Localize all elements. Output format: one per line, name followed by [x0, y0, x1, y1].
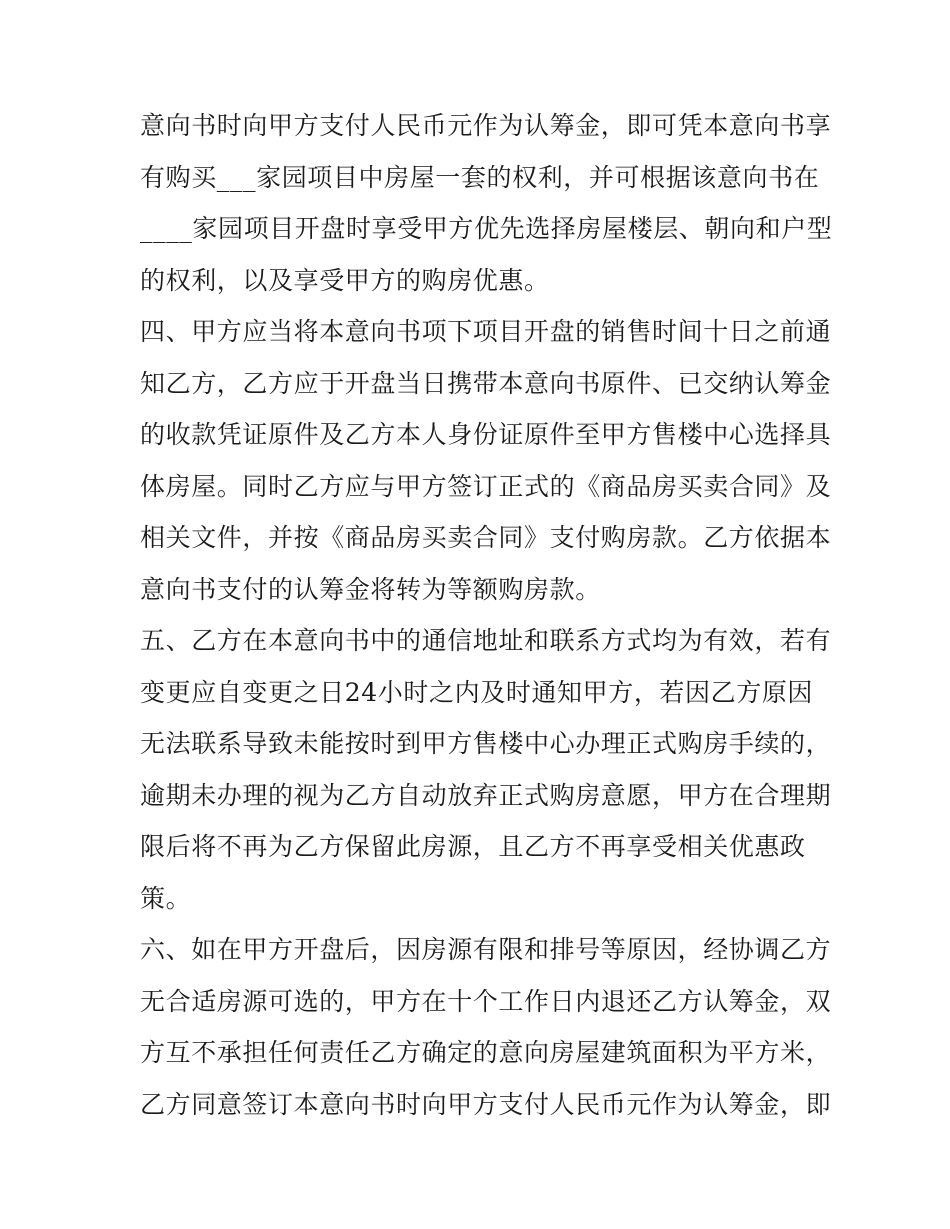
text-line: 策。	[140, 883, 192, 913]
text-line: 体房屋。同时乙方应与甲方签订正式的《商品房买卖合同》及	[140, 471, 832, 501]
text-line: 的收款凭证原件及乙方本人身份证原件至甲方售楼中心选择具	[140, 420, 832, 449]
text-line: 限后将不再为乙方保留此房源，且乙方不再享受相关优惠政	[140, 832, 806, 861]
text-line: 逾期未办理的视为乙方自动放弃正式购房意愿，甲方在合理期	[140, 780, 832, 810]
text-line: ____家园项目开盘时享受甲方优先选择房屋楼层、朝向和户型	[140, 214, 833, 243]
text-line: 方互不承担任何责任乙方确定的意向房屋建筑面积为平方米，	[140, 1038, 832, 1067]
clause-5-line: 五、乙方在本意向书中的通信地址和联系方式均为有效，若有	[140, 626, 832, 655]
clause-4-line: 四、甲方应当将本意向书项下项目开盘的销售时间十日之前通	[140, 317, 832, 346]
text-line: 无法联系导致未能按时到甲方售楼中心办理正式购房手续的，	[140, 729, 832, 758]
text-line: 无合适房源可选的，甲方在十个工作日内退还乙方认筹金，双	[140, 986, 832, 1016]
text-line: 知乙方，乙方应于开盘当日携带本意向书原件、已交纳认筹金	[140, 368, 832, 398]
text-line: 意向书支付的认筹金将转为等额购房款。	[140, 574, 601, 604]
text-line: 相关文件，并按《商品房买卖合同》支付购房款。乙方依据本	[140, 523, 832, 552]
text-line: 乙方同意签订本意向书时向甲方支付人民币元作为认筹金，即	[140, 1089, 832, 1119]
text-line: 变更应自变更之日24小时之内及时通知甲方，若因乙方原因	[140, 677, 814, 707]
text-line: 的权利，以及享受甲方的购房优惠。	[140, 265, 550, 295]
text-line: 有购买___家园项目中房屋一套的权利，并可根据该意向书在	[140, 162, 820, 192]
text-line: 意向书时向甲方支付人民币元作为认筹金，即可凭本意向书享	[140, 111, 832, 140]
clause-6-line: 六、如在甲方开盘后，因房源有限和排号等原因，经协调乙方	[140, 935, 832, 964]
document-page	[140, 100, 833, 1130]
